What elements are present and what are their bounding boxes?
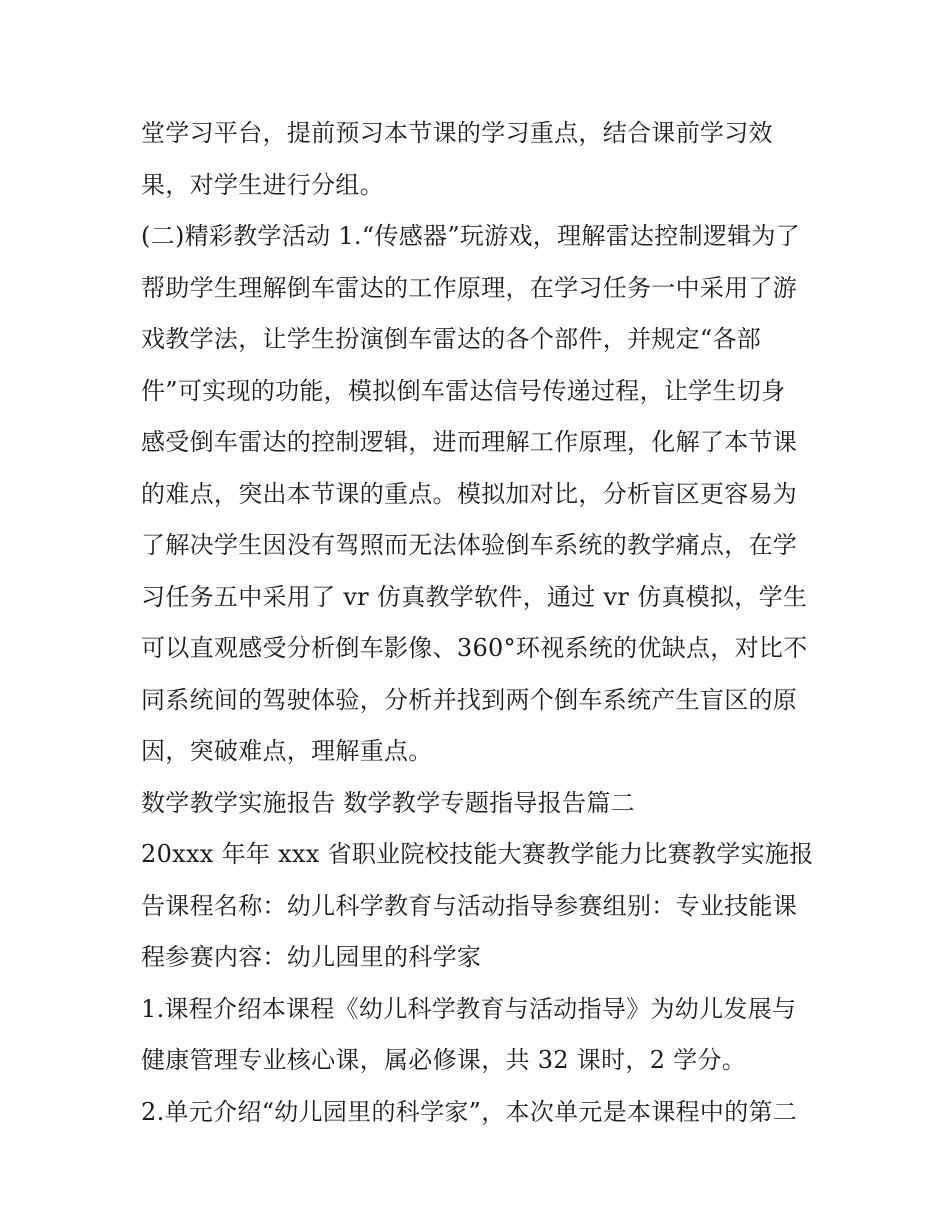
paragraph-unit-intro bbox=[141, 1087, 821, 1139]
text-line: 告课程名称：幼儿科学教育与活动指导参赛组别：专业技能课 bbox=[141, 891, 798, 920]
paragraph-report-header bbox=[141, 829, 821, 984]
text-line: 程参赛内容：幼儿园里的科学家 bbox=[141, 943, 482, 971]
text-line: 1.课程介绍本课程《幼儿科学教育与活动指导》为幼儿发展与 bbox=[141, 994, 797, 1023]
text-line: 件”可实现的功能，模拟倒车雷达信号传递过程，让学生切身 bbox=[141, 376, 786, 405]
text-line: 戏教学法，让学生扮演倒车雷达的各个部件，并规定“各部 bbox=[141, 325, 762, 353]
text-line: 2.单元介绍“幼儿园里的科学家”，本次单元是本课程中的第二 bbox=[141, 1097, 798, 1126]
text-line: 可以直观感受分析倒车影像、360°环视系统的优缺点，对比不 bbox=[141, 634, 808, 662]
text-line: 了解决学生因没有驾照而无法体验倒车系统的教学痛点，在学 bbox=[141, 531, 798, 559]
document-body bbox=[141, 108, 821, 1138]
section-heading bbox=[141, 778, 821, 830]
text-line: 堂学习平台，提前预习本节课的学习重点，结合课前学习效 bbox=[141, 119, 773, 147]
text-line: 同系统间的驾驶体验，分析并找到两个倒车系统产生盲区的原 bbox=[141, 685, 798, 714]
text-line: 感受倒车雷达的控制逻辑，进而理解工作原理，化解了本节课 bbox=[141, 428, 798, 456]
paragraph-continuation bbox=[141, 108, 821, 211]
paragraph-teaching-activity bbox=[141, 211, 821, 778]
text-line: 因，突破难点，理解重点。 bbox=[141, 737, 433, 765]
text-line: 帮助学生理解倒车雷达的工作原理，在学习任务一中采用了游 bbox=[141, 273, 798, 302]
text-line: 果，对学生进行分组。 bbox=[141, 170, 384, 199]
text-line: (二)精彩教学活动 1.“传感器”玩游戏，理解雷达控制逻辑为了 bbox=[141, 222, 801, 250]
heading-line: 数学教学实施报告 数学教学专题指导报告篇二 bbox=[141, 788, 635, 817]
text-line: 的难点，突出本节课的重点。模拟加对比，分析盲区更容易为 bbox=[141, 479, 798, 508]
paragraph-course-intro bbox=[141, 984, 821, 1087]
text-line: 健康管理专业核心课，属必修课，共 32 课时，2 学分。 bbox=[141, 1046, 747, 1074]
text-line: 20xxx 年年 xxx 省职业院校技能大赛教学能力比赛教学实施报 bbox=[141, 840, 814, 868]
text-line: 习任务五中采用了 vr 仿真教学软件，通过 vr 仿真模拟，学生 bbox=[141, 582, 808, 611]
